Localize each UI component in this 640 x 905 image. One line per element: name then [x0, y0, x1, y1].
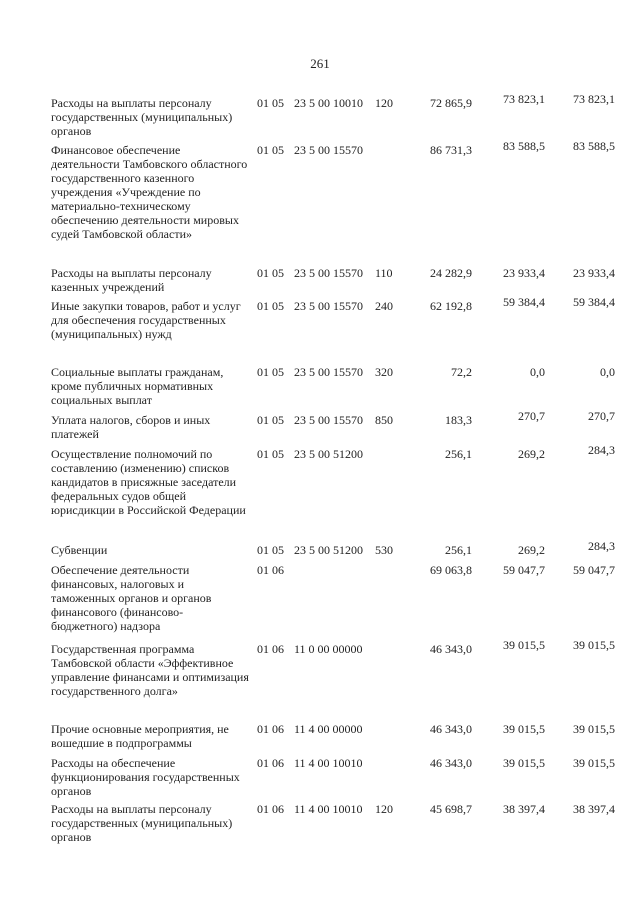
row-expense-type: 530 — [375, 543, 393, 557]
row-section: 01 05 — [257, 299, 284, 313]
row-section: 01 05 — [257, 447, 284, 461]
row-target-article: 11 4 00 10010 — [294, 802, 363, 816]
row-value-2: 269,2 — [518, 447, 545, 461]
row-target-article: 11 4 00 00000 — [294, 722, 363, 736]
row-expense-type: 320 — [375, 365, 393, 379]
page-number: 261 — [310, 56, 330, 71]
row-value-1: 45 698,7 — [430, 802, 472, 816]
row-target-article: 23 5 00 51200 — [294, 447, 363, 461]
row-name: Осуществление полномочий по составлению (изменению) списков кандидатов в присяжные заседатели федеральных судов общей юрисдикции в Российской Федерации — [51, 447, 246, 517]
row-section: 01 05 — [257, 96, 284, 110]
row-value-2: 269,2 — [518, 543, 545, 557]
row-value-2: 83 588,5 — [503, 139, 545, 153]
row-value-2: 59 047,7 — [503, 563, 545, 577]
row-value-1: 256,1 — [445, 447, 472, 461]
row-value-3: 39 015,5 — [573, 722, 615, 736]
row-expense-type: 110 — [375, 266, 393, 280]
row-value-2: 73 823,1 — [503, 92, 545, 106]
row-name: Расходы на выплаты персоналу государственных (муниципальных) органов — [51, 96, 233, 138]
row-expense-type: 240 — [375, 299, 393, 313]
row-section: 01 06 — [257, 802, 284, 816]
row-section: 01 06 — [257, 756, 284, 770]
row-value-1: 256,1 — [445, 543, 472, 557]
row-value-1: 46 343,0 — [430, 722, 472, 736]
row-value-1: 86 731,3 — [430, 143, 472, 157]
row-value-3: 83 588,5 — [573, 139, 615, 153]
row-value-3: 39 015,5 — [573, 638, 615, 652]
row-value-1: 24 282,9 — [430, 266, 472, 280]
row-target-article: 23 5 00 15570 — [294, 413, 363, 427]
row-section: 01 06 — [257, 722, 284, 736]
row-name: Субвенции — [51, 543, 108, 557]
row-name: Обеспечение деятельности финансовых, налоговых и таможенных органов и органов финансового (финансово-бюджетного) надзора — [51, 563, 212, 633]
row-value-2: 38 397,4 — [503, 802, 545, 816]
row-value-3: 39 015,5 — [573, 756, 615, 770]
row-name: Расходы на обеспечение функционирования государственных органов — [51, 756, 240, 798]
row-value-3: 0,0 — [600, 365, 615, 379]
row-value-3: 59 384,4 — [573, 295, 615, 309]
row-target-article: 11 4 00 10010 — [294, 756, 363, 770]
row-target-article: 23 5 00 15570 — [294, 365, 363, 379]
row-section: 01 05 — [257, 143, 284, 157]
row-value-2: 270,7 — [518, 409, 545, 423]
row-value-1: 69 063,8 — [430, 563, 472, 577]
row-name: Иные закупки товаров, работ и услуг для обеспечения государственных (муниципальных) нужд — [51, 299, 241, 341]
row-name: Уплата налогов, сборов и иных платежей — [51, 413, 211, 441]
row-value-1: 72 865,9 — [430, 96, 472, 110]
row-value-2: 23 933,4 — [503, 266, 545, 280]
row-value-2: 39 015,5 — [503, 756, 545, 770]
row-section: 01 05 — [257, 266, 284, 280]
row-value-1: 46 343,0 — [430, 642, 472, 656]
row-value-3: 284,3 — [588, 443, 615, 457]
row-value-1: 46 343,0 — [430, 756, 472, 770]
row-value-1: 72,2 — [451, 365, 472, 379]
row-expense-type: 850 — [375, 413, 393, 427]
row-section: 01 06 — [257, 642, 284, 656]
row-target-article: 23 5 00 10010 — [294, 96, 363, 110]
row-name: Расходы на выплаты персоналу государственных (муниципальных) органов — [51, 802, 233, 844]
row-value-3: 59 047,7 — [573, 563, 615, 577]
row-value-1: 183,3 — [445, 413, 472, 427]
row-target-article: 23 5 00 15570 — [294, 299, 363, 313]
row-value-3: 38 397,4 — [573, 802, 615, 816]
row-value-3: 23 933,4 — [573, 266, 615, 280]
row-name: Финансовое обеспечение деятельности Тамбовского областного государственного казенного учреждения «Учреждение по материально-техническому обеспечению деятельности мировых судей Тамбовской области» — [51, 143, 248, 241]
row-target-article: 23 5 00 15570 — [294, 143, 363, 157]
row-value-3: 270,7 — [588, 409, 615, 423]
row-value-1: 62 192,8 — [430, 299, 472, 313]
row-target-article: 11 0 00 00000 — [294, 642, 363, 656]
row-name: Расходы на выплаты персоналу казенных учреждений — [51, 266, 212, 294]
row-name: Государственная программа Тамбовской области «Эффективное управление финансами и оптимизация государственного долга» — [51, 642, 249, 698]
row-value-3: 73 823,1 — [573, 92, 615, 106]
row-expense-type: 120 — [375, 802, 393, 816]
row-value-2: 59 384,4 — [503, 295, 545, 309]
row-name: Социальные выплаты гражданам, кроме публичных нормативных социальных выплат — [51, 365, 224, 407]
row-section: 01 06 — [257, 563, 284, 577]
row-value-2: 39 015,5 — [503, 638, 545, 652]
row-value-2: 39 015,5 — [503, 722, 545, 736]
row-expense-type: 120 — [375, 96, 393, 110]
row-name: Прочие основные мероприятия, не вошедшие в подпрограммы — [51, 722, 229, 750]
row-section: 01 05 — [257, 365, 284, 379]
row-value-3: 284,3 — [588, 539, 615, 553]
row-target-article: 23 5 00 51200 — [294, 543, 363, 557]
row-section: 01 05 — [257, 543, 284, 557]
row-value-2: 0,0 — [530, 365, 545, 379]
row-section: 01 05 — [257, 413, 284, 427]
row-target-article: 23 5 00 15570 — [294, 266, 363, 280]
